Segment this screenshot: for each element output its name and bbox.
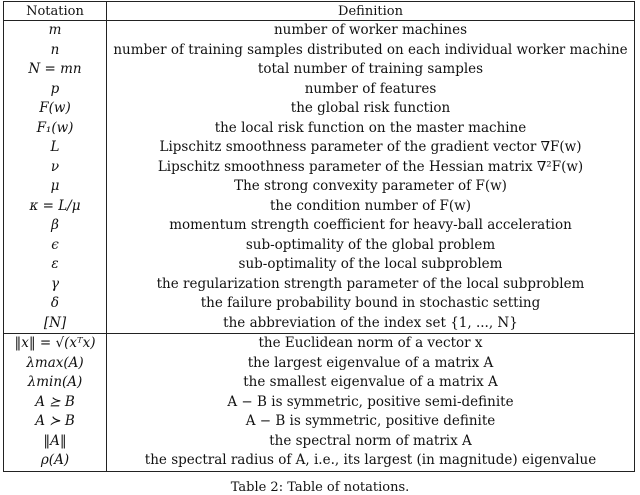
notation-cell: ‖x‖ = √(xᵀx) <box>4 334 107 354</box>
table-row <box>4 393 635 413</box>
notation-table <box>3 1 634 472</box>
definition-cell: A − B is symmetric, positive definite <box>107 412 635 432</box>
notation-cell: ‖A‖ <box>4 432 107 452</box>
definition-cell: momentum strength coefficient for heavy-ball acceleration <box>107 216 635 236</box>
notation-cell: μ <box>4 177 107 197</box>
definition-cell: the spectral norm of matrix A <box>107 432 635 452</box>
table-row <box>4 373 635 393</box>
table-row <box>4 177 635 197</box>
definition-cell: the spectral radius of A, i.e., its largest (in magnitude) eigenvalue <box>107 451 635 471</box>
notation-cell: F₁(w) <box>4 119 107 139</box>
table-row <box>4 60 635 80</box>
table-row <box>4 236 635 256</box>
notation-cell: κ = L/μ <box>4 197 107 217</box>
definition-cell: the local risk function on the master machine <box>107 119 635 139</box>
definition-cell: Lipschitz smoothness parameter of the Hessian matrix ∇²F(w) <box>107 158 635 178</box>
definition-cell: number of features <box>107 80 635 100</box>
table-caption: Table 2: Table of notations. <box>230 480 410 495</box>
notation-cell: A ≻ B <box>4 412 107 432</box>
definition-cell: sub-optimality of the global problem <box>107 236 635 256</box>
notation-cell: ρ(A) <box>4 451 107 471</box>
table-row <box>4 138 635 158</box>
table-row <box>4 216 635 236</box>
notation-cell: N = mn <box>4 60 107 80</box>
table-header-row <box>4 2 635 21</box>
table-row <box>4 119 635 139</box>
header-definition: Definition <box>107 2 635 21</box>
notation-cell: ϵ <box>4 236 107 256</box>
notation-cell: F(w) <box>4 99 107 119</box>
definition-cell: Lipschitz smoothness parameter of the gradient vector ∇F(w) <box>107 138 635 158</box>
notation-cell: A ⪰ B <box>4 393 107 413</box>
definition-cell: the condition number of F(w) <box>107 197 635 217</box>
table-row <box>4 432 635 452</box>
table-row <box>4 314 635 334</box>
notation-cell: δ <box>4 294 107 314</box>
definition-cell: sub-optimality of the local subproblem <box>107 255 635 275</box>
notation-cell: m <box>4 21 107 41</box>
table-row <box>4 197 635 217</box>
table-row <box>4 354 635 374</box>
notation-cell: λmin(A) <box>4 373 107 393</box>
definition-cell: the regularization strength parameter of the local subproblem <box>107 275 635 295</box>
definition-cell: the Euclidean norm of a vector x <box>107 334 635 354</box>
header-notation: Notation <box>4 2 107 21</box>
notation-cell: ν <box>4 158 107 178</box>
table-row <box>4 255 635 275</box>
notation-cell: p <box>4 80 107 100</box>
notation-cell: L <box>4 138 107 158</box>
table-row <box>4 158 635 178</box>
table-row <box>4 99 635 119</box>
notation-cell: λmax(A) <box>4 354 107 374</box>
notation-cell: [N] <box>4 314 107 334</box>
table-row <box>4 275 635 295</box>
definition-cell: the failure probability bound in stochastic setting <box>107 294 635 314</box>
notation-cell: β <box>4 216 107 236</box>
table-row <box>4 80 635 100</box>
table-row <box>4 21 635 41</box>
table-row <box>4 294 635 314</box>
definition-cell: the global risk function <box>107 99 635 119</box>
definition-cell: number of worker machines <box>107 21 635 41</box>
definition-cell: the largest eigenvalue of a matrix A <box>107 354 635 374</box>
table-row <box>4 334 635 354</box>
definition-cell: total number of training samples <box>107 60 635 80</box>
definition-cell: A − B is symmetric, positive semi-definite <box>107 393 635 413</box>
definition-cell: the abbreviation of the index set {1, ..., N} <box>107 314 635 334</box>
notation-cell: ε <box>4 255 107 275</box>
notation-cell: γ <box>4 275 107 295</box>
table-row <box>4 412 635 432</box>
table-row <box>4 451 635 471</box>
definition-cell: the smallest eigenvalue of a matrix A <box>107 373 635 393</box>
definition-cell: number of training samples distributed on each individual worker machine <box>107 41 635 61</box>
definition-cell: The strong convexity parameter of F(w) <box>107 177 635 197</box>
table-row <box>4 41 635 61</box>
notation-cell: n <box>4 41 107 61</box>
